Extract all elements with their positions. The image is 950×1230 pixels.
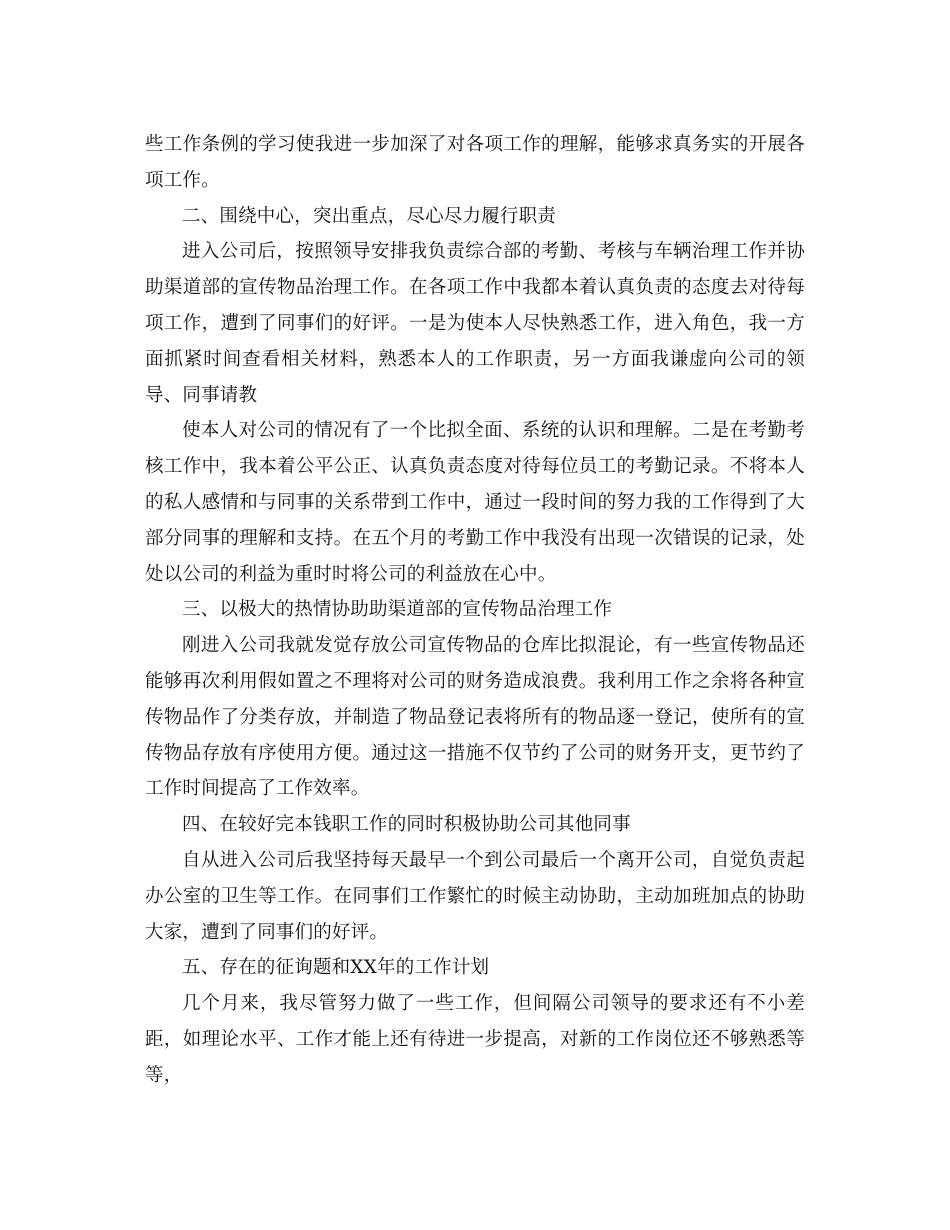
section-heading-5: 五、存在的征询题和XX年的工作计划: [182, 957, 490, 979]
paragraph: 刚进入公司我就发觉存放公司宣传物品的仓库比拟混论，有一些宣传物品还能够再次利用假如置之不理将对公司的财务造成浪费。我利用工作之余将各种宣传物品作了分类存放，并制造了物品登记表将所有的物品逐一登记，使所有的宣传物品存放有序使用方便。通过这一措施不仅节约了公司的财务开支，更节约了工作时间提高了工作效率。: [145, 635, 805, 800]
paragraph: 进入公司后，按照领导安排我负责综合部的考勤、考核与车辆治理工作并协助渠道部的宣传物品治理工作。在各项工作中我都本着认真负责的态度去对待每项工作，遭到了同事们的好评。一是为使本人尽快熟悉工作，进入角色，我一方面抓紧时间查看相关材料，熟悉本人的工作职责，另一方面我谦虚向公司的领导、同事请教: [145, 241, 805, 406]
section-heading-4: 四、在较好完本钱职工作的同时积极协助公司其他同事: [182, 814, 631, 836]
document-body: [145, 127, 805, 1094]
section-heading-3: 三、以极大的热情协助助渠道部的宣传物品治理工作: [182, 599, 613, 621]
paragraph: 几个月来，我尽管努力做了一些工作，但间隔公司领导的要求还有不小差距，如理论水平、工作才能上还有待进一步提高，对新的工作岗位还不够熟悉等等，: [145, 993, 805, 1086]
paragraph: 使本人对公司的情况有了一个比拟全面、系统的认识和理解。二是在考勤考核工作中，我本着公平公正、认真负责态度对待每位员工的考勤记录。不将本人的私人感情和与同事的关系带到工作中，通过一段时间的努力我的工作得到了大部分同事的理解和支持。在五个月的考勤工作中我没有出现一次错误的记录，处处以公司的利益为重时时将公司的利益放在心中。: [145, 420, 805, 585]
paragraph: 自从进入公司后我坚持每天最早一个到公司最后一个离开公司，自觉负责起办公室的卫生等工作。在同事们工作繁忙的时候主动协助，主动加班加点的协助大家，遭到了同事们的好评。: [145, 849, 805, 943]
paragraph-continuation: 些工作条例的学习使我进一步加深了对各项工作的理解，能够求真务实的开展各项工作。: [145, 134, 805, 191]
section-heading-2: 二、围绕中心，突出重点，尽心尽力履行职责: [182, 205, 557, 227]
